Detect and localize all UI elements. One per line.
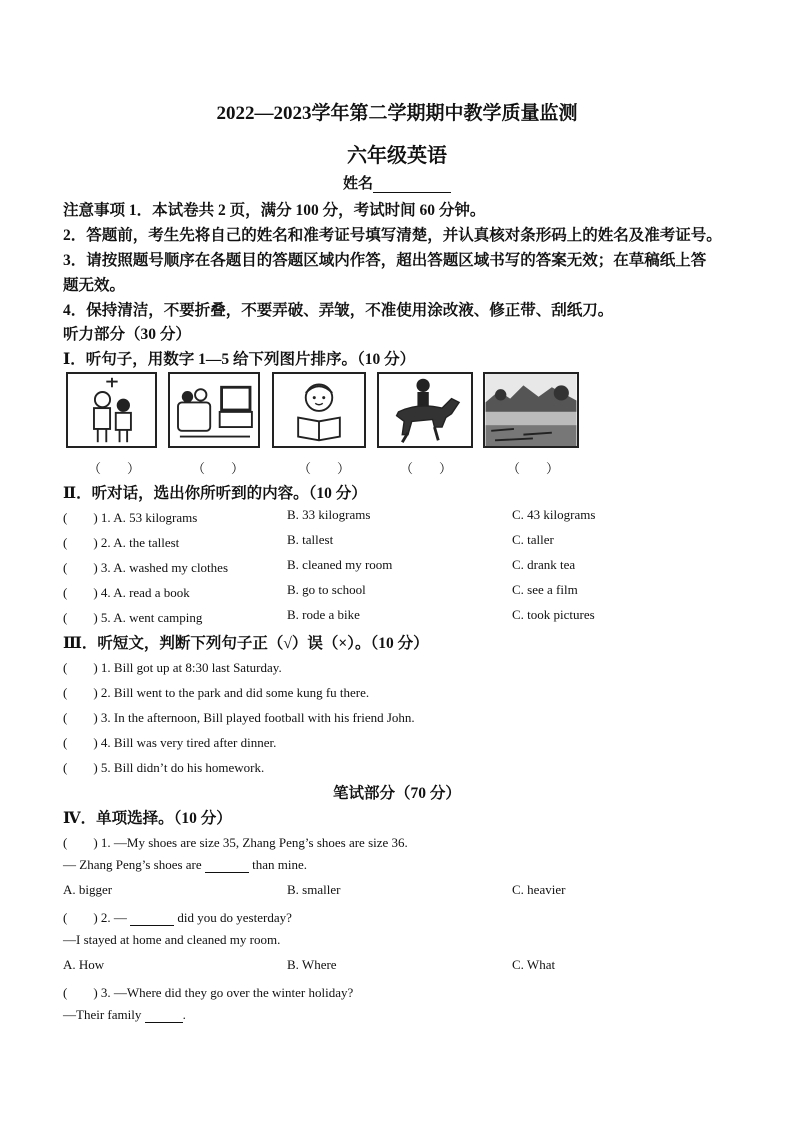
family-watching-tv-icon (170, 374, 258, 446)
part4-q2-line2: —I stayed at home and cleaned my room. (63, 932, 281, 947)
part2-q4-c: C. see a film (512, 582, 578, 597)
part4-q2-c: C. What (512, 957, 556, 972)
picture-1 (66, 372, 157, 448)
listening-heading: 听力部分（30 分） (63, 326, 191, 343)
part3-title: Ⅲ．听短文，判断下列句子正（√）误（×）。（10 分） (63, 635, 429, 652)
writing-heading: 笔试部分（70 分） (333, 785, 461, 802)
exam-title: 2022—2023学年第二学期期中教学质量监测 (216, 103, 578, 124)
note-4: 4．保持清洁，不要折叠，不要弄破、弄皱，不准使用涂改液、修正带、刮纸刀。 (63, 302, 614, 319)
picture-1-answer[interactable]: （ ） (88, 461, 141, 476)
part3-item-3: ( ) 3. In the afternoon, Bill played football with his friend John. (63, 710, 415, 725)
exam-subtitle: 六年级英语 (347, 145, 447, 167)
note-2: 2．答题前，考生先将自己的姓名和准考证号填写清楚，并认真核对条形码上的姓名及准考证号。 (63, 227, 722, 244)
note-1: 注意事项 1．本试卷共 2 页，满分 100 分，考试时间 60 分钟。 (63, 202, 486, 219)
man-riding-horse-icon (379, 374, 471, 446)
part4-q1-b: B. smaller (287, 882, 341, 897)
part2-q1-c: C. 43 kilograms (512, 507, 596, 522)
picture-2-answer[interactable]: （ ） (192, 461, 245, 476)
part2-q5-a: ( ) 5. A. went camping (63, 610, 203, 625)
picture-3 (272, 372, 366, 448)
q2-answer-blank[interactable] (130, 913, 174, 926)
part4-q3-line2: —Their family . (63, 1007, 186, 1022)
landscape-scene-icon (485, 374, 577, 446)
part3-item-2: ( ) 2. Bill went to the park and did some kung fu there. (63, 685, 370, 700)
part4-q1-line1: ( ) 1. —My shoes are size 35, Zhang Peng’s shoes are size 36. (63, 835, 408, 850)
part2-q2-a: ( ) 2. A. the tallest (63, 535, 180, 550)
part2-q4-a: ( ) 4. A. read a book (63, 585, 190, 600)
two-boys-icon (68, 374, 155, 446)
note-3-cont: 题无效。 (63, 277, 126, 294)
part2-q5-b: B. rode a bike (287, 607, 360, 622)
picture-5-answer[interactable]: （ ） (507, 461, 560, 476)
picture-5 (483, 372, 579, 448)
part3-item-4: ( ) 4. Bill was very tired after dinner. (63, 735, 277, 750)
boy-reading-book-icon (274, 374, 364, 446)
part2-q3-c: C. drank tea (512, 557, 576, 572)
name-field-row (343, 172, 451, 193)
part2-q2-b: B. tallest (287, 532, 334, 547)
part2-q4-b: B. go to school (287, 582, 366, 597)
part1-title: Ⅰ．听句子，用数字 1—5 给下列图片排序。（10 分） (63, 351, 416, 368)
picture-3-answer[interactable]: （ ） (298, 461, 351, 476)
picture-4 (377, 372, 473, 448)
part2-q3-a: ( ) 3. A. washed my clothes (63, 560, 229, 575)
part3-item-1: ( ) 1. Bill got up at 8:30 last Saturday. (63, 660, 282, 675)
q1-answer-blank[interactable] (205, 860, 249, 873)
note-3: 3．请按照题号顺序在各题目的答题区域内作答，超出答题区域书写的答案无效；在草稿纸上答 (63, 252, 707, 269)
picture-2 (168, 372, 260, 448)
part2-q1-b: B. 33 kilograms (287, 507, 371, 522)
part2-q1-a: ( ) 1. A. 53 kilograms (63, 510, 198, 525)
part3-item-5: ( ) 5. Bill didn’t do his homework. (63, 760, 265, 775)
part2-title: Ⅱ．听对话，选出你所听到的内容。（10 分） (63, 485, 367, 502)
part4-q2-b: B. Where (287, 957, 337, 972)
name-blank[interactable] (373, 178, 451, 193)
part4-q1-line2: — Zhang Peng’s shoes are than mine. (63, 857, 308, 872)
part4-q2-line1: ( ) 2. — did you do yesterday? (63, 910, 292, 925)
picture-4-answer[interactable]: （ ） (400, 461, 453, 476)
part4-q3-line1: ( ) 3. —Where did they go over the winter holiday? (63, 985, 354, 1000)
part4-q1-c: C. heavier (512, 882, 566, 897)
part4-q2-a: A. How (63, 957, 105, 972)
name-label: 姓名 (343, 176, 374, 192)
part2-q2-c: C. taller (512, 532, 554, 547)
part4-title: Ⅳ．单项选择。（10 分） (63, 810, 232, 827)
q3-answer-blank[interactable] (145, 1010, 183, 1023)
part4-q1-a: A. bigger (63, 882, 113, 897)
part2-q5-c: C. took pictures (512, 607, 595, 622)
part2-q3-b: B. cleaned my room (287, 557, 393, 572)
